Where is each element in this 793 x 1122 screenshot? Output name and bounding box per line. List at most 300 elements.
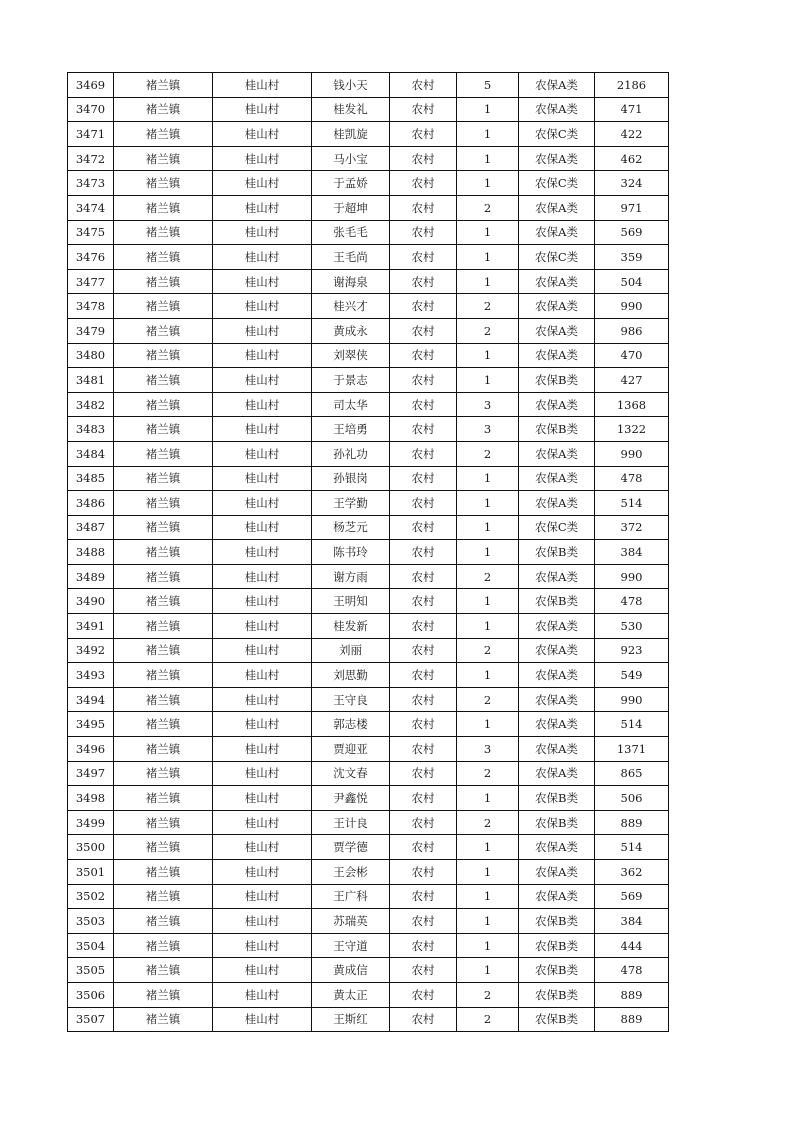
member-count-cell: 2 (457, 1007, 519, 1032)
village-cell: 桂山村 (213, 761, 312, 786)
row-number-cell: 3488 (68, 540, 114, 565)
insurance-category-cell: 农保A类 (519, 294, 595, 319)
village-cell: 桂山村 (213, 663, 312, 688)
amount-cell: 569 (595, 220, 669, 245)
village-cell: 桂山村 (213, 343, 312, 368)
name-cell: 王守良 (312, 687, 390, 712)
table-row (68, 761, 669, 786)
village-cell: 桂山村 (213, 909, 312, 934)
table-row (68, 982, 669, 1007)
row-number-cell: 3475 (68, 220, 114, 245)
household-type-cell: 农村 (390, 810, 457, 835)
amount-cell: 990 (595, 564, 669, 589)
row-number-cell: 3470 (68, 97, 114, 122)
insurance-category-cell: 农保A类 (519, 663, 595, 688)
insurance-category-cell: 农保B类 (519, 540, 595, 565)
row-number-cell: 3503 (68, 909, 114, 934)
insurance-category-cell: 农保B类 (519, 810, 595, 835)
household-type-cell: 农村 (390, 687, 457, 712)
village-cell: 桂山村 (213, 564, 312, 589)
village-cell: 桂山村 (213, 195, 312, 220)
name-cell: 马小宝 (312, 146, 390, 171)
household-type-cell: 农村 (390, 97, 457, 122)
table-row (68, 171, 669, 196)
member-count-cell: 1 (457, 860, 519, 885)
name-cell: 黄太正 (312, 982, 390, 1007)
household-type-cell: 农村 (390, 171, 457, 196)
insurance-category-cell: 农保B类 (519, 958, 595, 983)
name-cell: 刘丽 (312, 638, 390, 663)
amount-cell: 427 (595, 368, 669, 393)
town-cell: 褚兰镇 (114, 318, 213, 343)
member-count-cell: 1 (457, 663, 519, 688)
name-cell: 司太华 (312, 392, 390, 417)
village-cell: 桂山村 (213, 146, 312, 171)
village-cell: 桂山村 (213, 171, 312, 196)
name-cell: 孙礼功 (312, 441, 390, 466)
name-cell: 王会彬 (312, 860, 390, 885)
member-count-cell: 1 (457, 245, 519, 270)
member-count-cell: 1 (457, 122, 519, 147)
row-number-cell: 3471 (68, 122, 114, 147)
household-type-cell: 农村 (390, 417, 457, 442)
insurance-category-cell: 农保A类 (519, 712, 595, 737)
insurance-category-cell: 农保A类 (519, 220, 595, 245)
village-cell: 桂山村 (213, 417, 312, 442)
insurance-category-cell: 农保A类 (519, 638, 595, 663)
village-cell: 桂山村 (213, 638, 312, 663)
table-row (68, 860, 669, 885)
village-cell: 桂山村 (213, 466, 312, 491)
member-count-cell: 2 (457, 810, 519, 835)
amount-cell: 549 (595, 663, 669, 688)
member-count-cell: 1 (457, 884, 519, 909)
household-type-cell: 农村 (390, 195, 457, 220)
member-count-cell: 1 (457, 589, 519, 614)
town-cell: 褚兰镇 (114, 368, 213, 393)
member-count-cell: 1 (457, 466, 519, 491)
table-row (68, 540, 669, 565)
member-count-cell: 2 (457, 294, 519, 319)
household-type-cell: 农村 (390, 318, 457, 343)
name-cell: 于超坤 (312, 195, 390, 220)
row-number-cell: 3476 (68, 245, 114, 270)
village-cell: 桂山村 (213, 835, 312, 860)
row-number-cell: 3492 (68, 638, 114, 663)
town-cell: 褚兰镇 (114, 392, 213, 417)
name-cell: 王斯红 (312, 1007, 390, 1032)
town-cell: 褚兰镇 (114, 466, 213, 491)
amount-cell: 444 (595, 933, 669, 958)
insurance-category-cell: 农保A类 (519, 146, 595, 171)
household-type-cell: 农村 (390, 220, 457, 245)
village-cell: 桂山村 (213, 860, 312, 885)
table-row (68, 146, 669, 171)
row-number-cell: 3494 (68, 687, 114, 712)
town-cell: 褚兰镇 (114, 909, 213, 934)
name-cell: 张毛毛 (312, 220, 390, 245)
name-cell: 贾迎亚 (312, 737, 390, 762)
amount-cell: 324 (595, 171, 669, 196)
village-cell: 桂山村 (213, 294, 312, 319)
amount-cell: 1371 (595, 737, 669, 762)
amount-cell: 1368 (595, 392, 669, 417)
row-number-cell: 3490 (68, 589, 114, 614)
household-type-cell: 农村 (390, 589, 457, 614)
row-number-cell: 3483 (68, 417, 114, 442)
name-cell: 黄成信 (312, 958, 390, 983)
table-row (68, 638, 669, 663)
town-cell: 褚兰镇 (114, 835, 213, 860)
table-row (68, 368, 669, 393)
village-cell: 桂山村 (213, 269, 312, 294)
town-cell: 褚兰镇 (114, 441, 213, 466)
insurance-category-cell: 农保B类 (519, 589, 595, 614)
amount-cell: 504 (595, 269, 669, 294)
amount-cell: 971 (595, 195, 669, 220)
row-number-cell: 3473 (68, 171, 114, 196)
row-number-cell: 3479 (68, 318, 114, 343)
member-count-cell: 1 (457, 835, 519, 860)
insurance-category-cell: 农保A类 (519, 466, 595, 491)
row-number-cell: 3504 (68, 933, 114, 958)
insurance-category-cell: 农保C类 (519, 171, 595, 196)
member-count-cell: 1 (457, 540, 519, 565)
table-row (68, 933, 669, 958)
name-cell: 苏瑞英 (312, 909, 390, 934)
amount-cell: 359 (595, 245, 669, 270)
row-number-cell: 3489 (68, 564, 114, 589)
member-count-cell: 2 (457, 441, 519, 466)
row-number-cell: 3474 (68, 195, 114, 220)
row-number-cell: 3502 (68, 884, 114, 909)
village-cell: 桂山村 (213, 245, 312, 270)
town-cell: 褚兰镇 (114, 417, 213, 442)
town-cell: 褚兰镇 (114, 343, 213, 368)
insurance-category-cell: 农保A类 (519, 318, 595, 343)
village-cell: 桂山村 (213, 810, 312, 835)
row-number-cell: 3500 (68, 835, 114, 860)
name-cell: 陈书玲 (312, 540, 390, 565)
name-cell: 黄成永 (312, 318, 390, 343)
town-cell: 褚兰镇 (114, 589, 213, 614)
village-cell: 桂山村 (213, 97, 312, 122)
amount-cell: 990 (595, 687, 669, 712)
row-number-cell: 3478 (68, 294, 114, 319)
insurance-category-cell: 农保A类 (519, 564, 595, 589)
row-number-cell: 3495 (68, 712, 114, 737)
amount-cell: 422 (595, 122, 669, 147)
member-count-cell: 1 (457, 712, 519, 737)
amount-cell: 478 (595, 466, 669, 491)
amount-cell: 514 (595, 835, 669, 860)
name-cell: 于孟娇 (312, 171, 390, 196)
table-row (68, 269, 669, 294)
town-cell: 褚兰镇 (114, 860, 213, 885)
insurance-category-cell: 农保A类 (519, 392, 595, 417)
insurance-category-cell: 农保A类 (519, 761, 595, 786)
name-cell: 桂发新 (312, 614, 390, 639)
member-count-cell: 1 (457, 343, 519, 368)
household-type-cell: 农村 (390, 786, 457, 811)
table-row (68, 97, 669, 122)
row-number-cell: 3472 (68, 146, 114, 171)
town-cell: 褚兰镇 (114, 761, 213, 786)
name-cell: 刘翠侠 (312, 343, 390, 368)
village-cell: 桂山村 (213, 441, 312, 466)
row-number-cell: 3482 (68, 392, 114, 417)
town-cell: 褚兰镇 (114, 73, 213, 98)
town-cell: 褚兰镇 (114, 515, 213, 540)
benefit-roster-table (67, 72, 669, 1032)
amount-cell: 372 (595, 515, 669, 540)
household-type-cell: 农村 (390, 368, 457, 393)
village-cell: 桂山村 (213, 368, 312, 393)
village-cell: 桂山村 (213, 589, 312, 614)
table-row (68, 589, 669, 614)
village-cell: 桂山村 (213, 614, 312, 639)
village-cell: 桂山村 (213, 540, 312, 565)
amount-cell: 384 (595, 909, 669, 934)
insurance-category-cell: 农保A类 (519, 343, 595, 368)
table-row (68, 466, 669, 491)
town-cell: 褚兰镇 (114, 638, 213, 663)
table-row (68, 687, 669, 712)
table-row (68, 564, 669, 589)
row-number-cell: 3507 (68, 1007, 114, 1032)
village-cell: 桂山村 (213, 491, 312, 516)
name-cell: 谢方雨 (312, 564, 390, 589)
household-type-cell: 农村 (390, 712, 457, 737)
row-number-cell: 3498 (68, 786, 114, 811)
amount-cell: 569 (595, 884, 669, 909)
amount-cell: 362 (595, 860, 669, 885)
name-cell: 于景志 (312, 368, 390, 393)
member-count-cell: 3 (457, 737, 519, 762)
table-row (68, 810, 669, 835)
household-type-cell: 农村 (390, 614, 457, 639)
household-type-cell: 农村 (390, 343, 457, 368)
row-number-cell: 3484 (68, 441, 114, 466)
table-row (68, 1007, 669, 1032)
table-row (68, 122, 669, 147)
member-count-cell: 2 (457, 638, 519, 663)
name-cell: 杨芝元 (312, 515, 390, 540)
table-row (68, 515, 669, 540)
name-cell: 王毛尚 (312, 245, 390, 270)
household-type-cell: 农村 (390, 737, 457, 762)
amount-cell: 514 (595, 712, 669, 737)
insurance-category-cell: 农保A类 (519, 97, 595, 122)
table-row (68, 786, 669, 811)
amount-cell: 384 (595, 540, 669, 565)
name-cell: 桂凯旋 (312, 122, 390, 147)
row-number-cell: 3496 (68, 737, 114, 762)
table-row (68, 343, 669, 368)
name-cell: 刘思勤 (312, 663, 390, 688)
household-type-cell: 农村 (390, 982, 457, 1007)
table-row (68, 417, 669, 442)
town-cell: 褚兰镇 (114, 540, 213, 565)
insurance-category-cell: 农保A类 (519, 860, 595, 885)
name-cell: 谢海泉 (312, 269, 390, 294)
table-row (68, 441, 669, 466)
row-number-cell: 3501 (68, 860, 114, 885)
household-type-cell: 农村 (390, 540, 457, 565)
row-number-cell: 3506 (68, 982, 114, 1007)
table-row (68, 245, 669, 270)
village-cell: 桂山村 (213, 712, 312, 737)
row-number-cell: 3481 (68, 368, 114, 393)
village-cell: 桂山村 (213, 958, 312, 983)
household-type-cell: 农村 (390, 663, 457, 688)
town-cell: 褚兰镇 (114, 958, 213, 983)
insurance-category-cell: 农保A类 (519, 195, 595, 220)
name-cell: 王明知 (312, 589, 390, 614)
table-body (68, 73, 669, 1032)
amount-cell: 530 (595, 614, 669, 639)
town-cell: 褚兰镇 (114, 810, 213, 835)
member-count-cell: 5 (457, 73, 519, 98)
town-cell: 褚兰镇 (114, 491, 213, 516)
row-number-cell: 3497 (68, 761, 114, 786)
name-cell: 王培勇 (312, 417, 390, 442)
member-count-cell: 1 (457, 614, 519, 639)
village-cell: 桂山村 (213, 687, 312, 712)
amount-cell: 478 (595, 589, 669, 614)
town-cell: 褚兰镇 (114, 97, 213, 122)
village-cell: 桂山村 (213, 392, 312, 417)
name-cell: 沈文春 (312, 761, 390, 786)
member-count-cell: 1 (457, 220, 519, 245)
table-row (68, 392, 669, 417)
household-type-cell: 农村 (390, 491, 457, 516)
name-cell: 王学勤 (312, 491, 390, 516)
household-type-cell: 农村 (390, 1007, 457, 1032)
member-count-cell: 1 (457, 97, 519, 122)
town-cell: 褚兰镇 (114, 1007, 213, 1032)
row-number-cell: 3469 (68, 73, 114, 98)
town-cell: 褚兰镇 (114, 564, 213, 589)
insurance-category-cell: 农保A类 (519, 835, 595, 860)
name-cell: 桂发礼 (312, 97, 390, 122)
amount-cell: 990 (595, 294, 669, 319)
table-row (68, 958, 669, 983)
insurance-category-cell: 农保C类 (519, 122, 595, 147)
name-cell: 王守道 (312, 933, 390, 958)
insurance-category-cell: 农保B类 (519, 368, 595, 393)
member-count-cell: 2 (457, 564, 519, 589)
household-type-cell: 农村 (390, 122, 457, 147)
town-cell: 褚兰镇 (114, 171, 213, 196)
town-cell: 褚兰镇 (114, 786, 213, 811)
town-cell: 褚兰镇 (114, 122, 213, 147)
name-cell: 尹鑫悦 (312, 786, 390, 811)
member-count-cell: 2 (457, 982, 519, 1007)
table-row (68, 491, 669, 516)
member-count-cell: 3 (457, 392, 519, 417)
insurance-category-cell: 农保B类 (519, 909, 595, 934)
insurance-category-cell: 农保C类 (519, 515, 595, 540)
insurance-category-cell: 农保A类 (519, 614, 595, 639)
name-cell: 桂兴才 (312, 294, 390, 319)
insurance-category-cell: 农保B类 (519, 982, 595, 1007)
table-row (68, 220, 669, 245)
village-cell: 桂山村 (213, 933, 312, 958)
town-cell: 褚兰镇 (114, 687, 213, 712)
member-count-cell: 2 (457, 761, 519, 786)
insurance-category-cell: 农保B类 (519, 933, 595, 958)
insurance-category-cell: 农保A类 (519, 737, 595, 762)
row-number-cell: 3486 (68, 491, 114, 516)
amount-cell: 1322 (595, 417, 669, 442)
table-row (68, 663, 669, 688)
village-cell: 桂山村 (213, 220, 312, 245)
town-cell: 褚兰镇 (114, 933, 213, 958)
name-cell: 钱小天 (312, 73, 390, 98)
row-number-cell: 3485 (68, 466, 114, 491)
insurance-category-cell: 农保A类 (519, 884, 595, 909)
amount-cell: 506 (595, 786, 669, 811)
village-cell: 桂山村 (213, 73, 312, 98)
insurance-category-cell: 农保A类 (519, 441, 595, 466)
amount-cell: 889 (595, 810, 669, 835)
member-count-cell: 2 (457, 687, 519, 712)
insurance-category-cell: 农保B类 (519, 786, 595, 811)
amount-cell: 2186 (595, 73, 669, 98)
household-type-cell: 农村 (390, 884, 457, 909)
name-cell: 孙银岗 (312, 466, 390, 491)
amount-cell: 889 (595, 1007, 669, 1032)
amount-cell: 470 (595, 343, 669, 368)
household-type-cell: 农村 (390, 466, 457, 491)
table-row (68, 318, 669, 343)
row-number-cell: 3477 (68, 269, 114, 294)
village-cell: 桂山村 (213, 122, 312, 147)
household-type-cell: 农村 (390, 835, 457, 860)
name-cell: 贾学德 (312, 835, 390, 860)
amount-cell: 471 (595, 97, 669, 122)
row-number-cell: 3493 (68, 663, 114, 688)
town-cell: 褚兰镇 (114, 269, 213, 294)
household-type-cell: 农村 (390, 933, 457, 958)
member-count-cell: 1 (457, 958, 519, 983)
household-type-cell: 农村 (390, 909, 457, 934)
row-number-cell: 3491 (68, 614, 114, 639)
amount-cell: 478 (595, 958, 669, 983)
table-row (68, 835, 669, 860)
household-type-cell: 农村 (390, 638, 457, 663)
amount-cell: 462 (595, 146, 669, 171)
insurance-category-cell: 农保A类 (519, 687, 595, 712)
member-count-cell: 1 (457, 171, 519, 196)
household-type-cell: 农村 (390, 761, 457, 786)
village-cell: 桂山村 (213, 515, 312, 540)
town-cell: 褚兰镇 (114, 737, 213, 762)
village-cell: 桂山村 (213, 318, 312, 343)
household-type-cell: 农村 (390, 515, 457, 540)
table-row (68, 737, 669, 762)
member-count-cell: 2 (457, 318, 519, 343)
town-cell: 褚兰镇 (114, 614, 213, 639)
household-type-cell: 农村 (390, 860, 457, 885)
town-cell: 褚兰镇 (114, 663, 213, 688)
member-count-cell: 3 (457, 417, 519, 442)
row-number-cell: 3487 (68, 515, 114, 540)
household-type-cell: 农村 (390, 441, 457, 466)
town-cell: 褚兰镇 (114, 245, 213, 270)
amount-cell: 990 (595, 441, 669, 466)
